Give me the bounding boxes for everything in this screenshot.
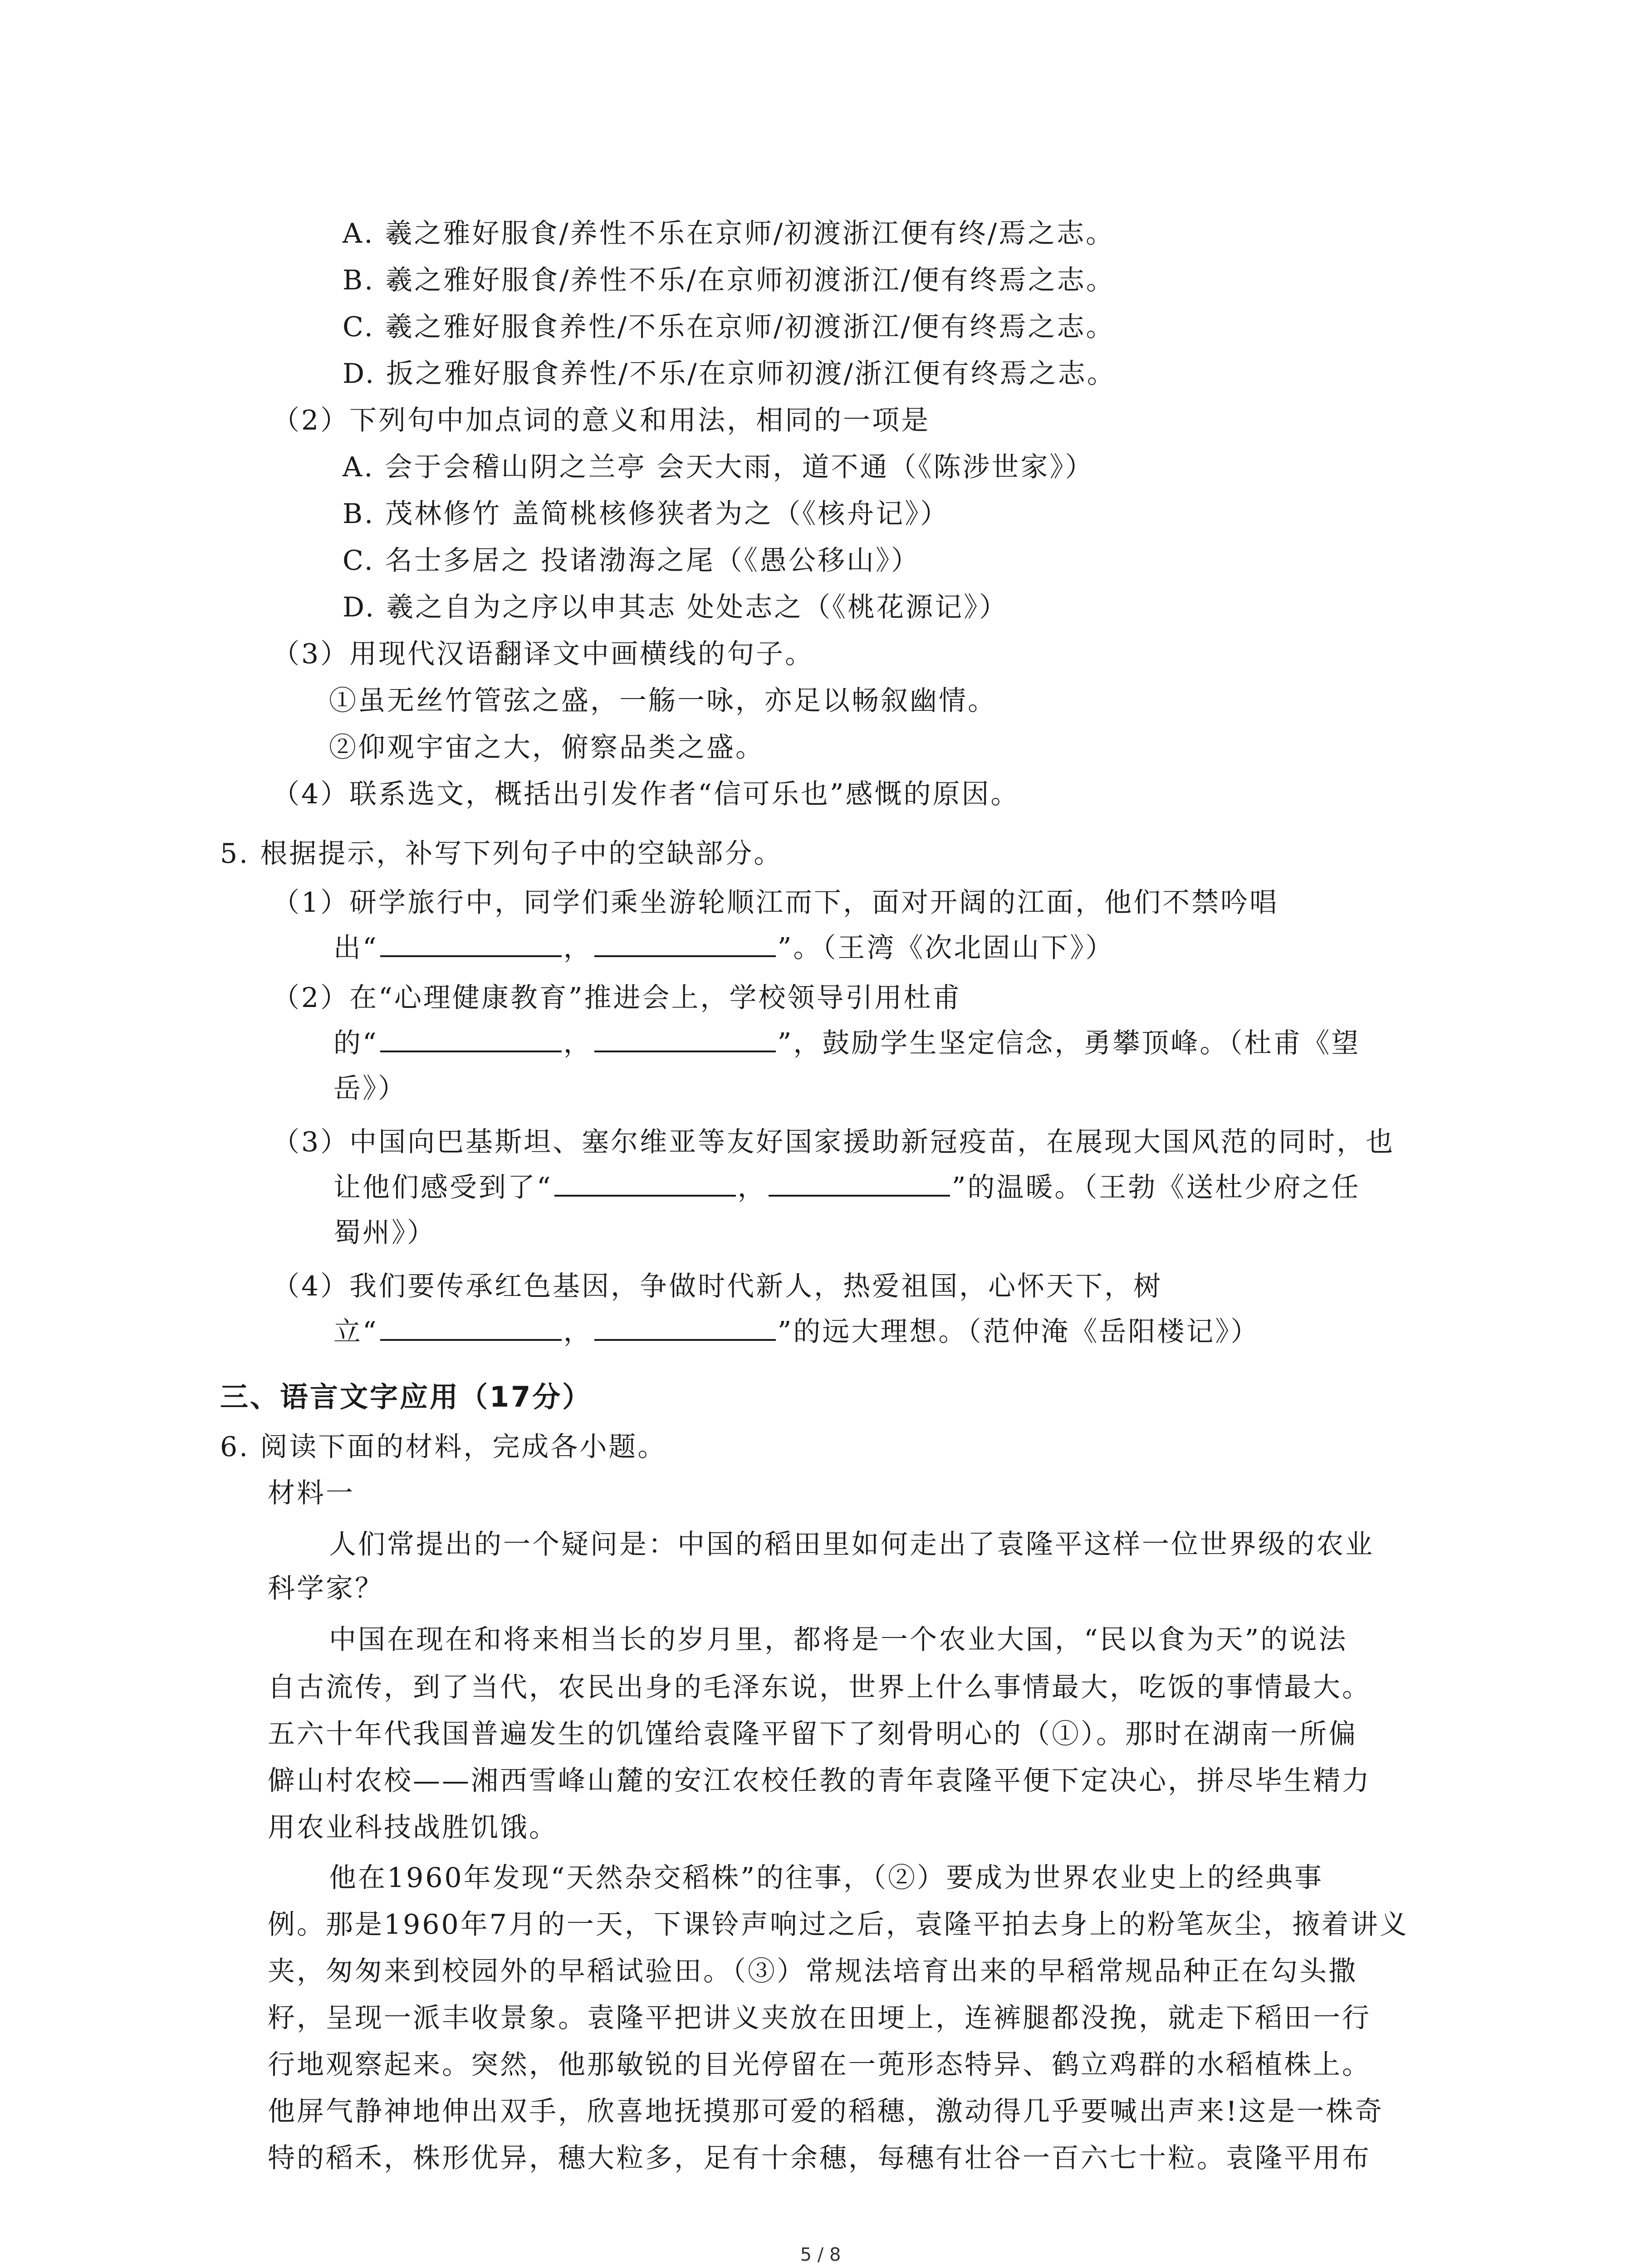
q5-part2-line2	[333, 1025, 1360, 1061]
q6-para3-line5: 行地观察起来。突然，他那敏锐的目光停留在一蔸形态特异、鹤立鸡群的水稻植株上。	[268, 2049, 1371, 2081]
q5-part4-line1: （4）我们要传承红色基因，争做时代新人，热爱祖国，心怀天下，树	[272, 1271, 1163, 1302]
q6-para3-line3: 夹，匆匆来到校园外的早稻试验田。（③）常规法培育出来的早稻常规品种正在勾头撒	[268, 1955, 1357, 1987]
q5-part2-line3: 岳》）	[333, 1073, 407, 1105]
q6-para2-line1: 中国在现在和将来相当长的岁月里，都将是一个农业大国，“民以食为天”的说法	[329, 1624, 1348, 1656]
q6-para3-line1: 他在1960年发现“天然杂交稻株”的往事，（②）要成为世界农业史上的经典事	[329, 1862, 1324, 1894]
q4-part2-stem: （2）下列句中加点词的意义和用法，相同的一项是	[272, 405, 931, 436]
q5-part1-line2	[333, 930, 1114, 966]
q6-para1-line1: 人们常提出的一个疑问是：中国的稻田里如何走出了袁隆平这样一位世界级的农业	[329, 1529, 1374, 1560]
q6-para2-line4: 僻山村农校——湘西雪峰山麓的安江农校任教的青年袁隆平便下定决心，拼尽毕生精力	[268, 1765, 1371, 1797]
q6-para3-line4: 籽，呈现一派丰收景象。袁隆平把讲义夹放在田埂上，连裤腿都没挽，就走下稻田一行	[268, 2002, 1371, 2034]
q5-part1-blank-2[interactable]	[594, 932, 776, 957]
q4-part2-option-c: C. 名士多居之 投诸渤海之尾（《愚公移山》）	[343, 545, 920, 577]
q4-part4-stem: （4）联系选文，概括出引发作者“信可乐也”感慨的原因。	[272, 778, 1020, 810]
q5-part1-separator: ，	[563, 932, 593, 964]
q6-material-label: 材料一	[268, 1477, 355, 1509]
q6-para3-line7: 特的稻禾，株形优异，穗大粒多，足有十余穗，每穗有壮谷一百六七十粒。袁隆平用布	[268, 2142, 1371, 2174]
q5-part1-blank-1[interactable]	[380, 932, 562, 957]
q4-part1-option-a: A. 羲之雅好服食/养性不乐在京师/初渡浙江便有终/焉之志。	[343, 218, 1115, 249]
page-number: 5 / 8	[800, 2244, 841, 2265]
q5-stem: 5. 根据提示，补写下列句子中的空缺部分。	[220, 838, 783, 870]
q5-part4-separator: ，	[563, 1316, 593, 1348]
q6-para2-line2: 自古流传，到了当代，农民出身的毛泽东说，世界上什么事情最大，吃饭的事情最大。	[268, 1672, 1371, 1703]
q5-part3-line3: 蜀州》）	[333, 1217, 436, 1249]
q6-para2-line5: 用农业科技战胜饥饿。	[268, 1812, 558, 1843]
q6-para3-line2: 例。那是1960年7月的一天，下课铃声响过之后，袁隆平拍去身上的粉笔灰尘，掖着讲义	[268, 1909, 1409, 1941]
q5-part3-suffix: ”的温暖。（王勃《送杜少府之任	[951, 1172, 1361, 1203]
q4-part1-option-b: B. 羲之雅好服食/养性不乐/在京师初渡浙江/便有终焉之志。	[343, 264, 1115, 296]
q5-part4-blank-1[interactable]	[380, 1315, 562, 1341]
q4-part3-sentence-1: ①虽无丝竹管弦之盛，一觞一咏，亦足以畅叙幽情。	[329, 685, 997, 717]
q5-part1-suffix: ”。（王湾《次北固山下》）	[777, 932, 1115, 964]
q5-part2-blank-1[interactable]	[380, 1027, 562, 1052]
q6-stem: 6. 阅读下面的材料，完成各小题。	[220, 1431, 667, 1463]
q6-para3-line6: 他屏气静神地伸出双手，欣喜地抚摸那可爱的稻穗，激动得几乎要喊出声来!这是一株奇	[268, 2096, 1384, 2127]
q5-part2-suffix: ”，鼓励学生坚定信念，勇攀顶峰。（杜甫《望	[777, 1027, 1361, 1059]
q5-part3-separator: ，	[737, 1172, 767, 1203]
q5-part4-line2	[333, 1314, 1259, 1350]
q4-part1-option-c: C. 羲之雅好服食养性/不乐在京师/初渡浙江/便有终焉之志。	[343, 311, 1115, 343]
q5-part3-line1: （3）中国向巴基斯坦、塞尔维亚等友好国家援助新冠疫苗，在展现大国风范的同时，也	[272, 1126, 1395, 1158]
q4-part3-stem: （3）用现代汉语翻译文中画横线的句子。	[272, 638, 814, 670]
q5-part2-line1: （2）在“心理健康教育”推进会上，学校领导引用杜甫	[272, 982, 962, 1014]
q5-part2-separator: ，	[563, 1027, 593, 1059]
q6-para2-line3: 五六十年代我国普遍发生的饥馑给袁隆平留下了刻骨明心的（①）。那时在湖南一所偏	[268, 1718, 1357, 1750]
q5-part2-prefix: 的“	[333, 1027, 378, 1059]
q5-part1-prefix: 出“	[333, 932, 378, 964]
q5-part3-blank-2[interactable]	[769, 1171, 950, 1197]
q4-part2-option-d: D. 羲之自为之序以申其志 处处志之（《桃花源记》）	[343, 591, 1009, 623]
q4-part2-option-a: A. 会于会稽山阴之兰亭 会天大雨，道不通（《陈涉世家》）	[343, 451, 1094, 483]
q4-part3-sentence-2: ②仰观宇宙之大，俯察品类之盛。	[329, 732, 764, 763]
q5-part4-suffix: ”的远大理想。（范仲淹《岳阳楼记》）	[777, 1316, 1260, 1348]
q4-part2-option-b: B. 茂林修竹 盖简桃核修狭者为之（《核舟记》）	[343, 498, 950, 530]
q5-part2-blank-2[interactable]	[594, 1027, 776, 1052]
section-3-title: 三、语言文字应用（17分）	[220, 1380, 593, 1413]
q6-para1-line2: 科学家？	[268, 1573, 384, 1604]
q5-part3-line2	[333, 1169, 1360, 1206]
q5-part3-blank-1[interactable]	[554, 1171, 736, 1197]
q4-part1-option-d: D. 扳之雅好服食养性/不乐/在京师初渡/浙江便有终焉之志。	[343, 358, 1116, 390]
q5-part1-line1: （1）研学旅行中，同学们乘坐游轮顺江而下，面对开阔的江面，他们不禁吟唱	[272, 887, 1279, 919]
q5-part3-prefix: 让他们感受到了“	[333, 1172, 553, 1203]
q5-part4-blank-2[interactable]	[594, 1315, 776, 1341]
q5-part4-prefix: 立“	[333, 1316, 378, 1348]
